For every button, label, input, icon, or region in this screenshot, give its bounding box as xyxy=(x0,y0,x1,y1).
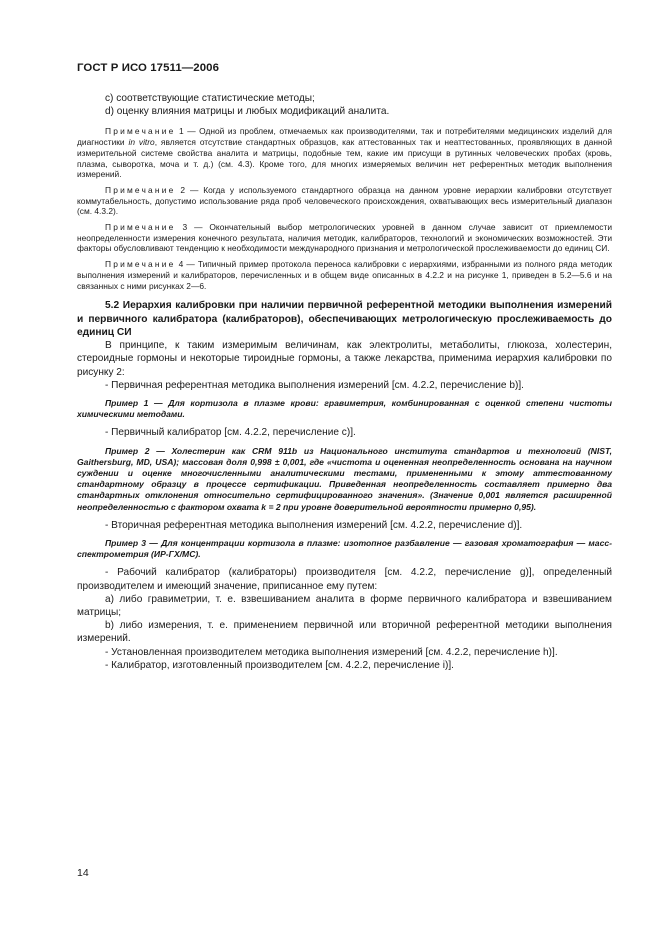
note-label: Примечание xyxy=(105,259,176,270)
note-italic-term: in vitro xyxy=(128,137,155,148)
page-header-title: ГОСТ Р ИСО 17511—2006 xyxy=(77,62,220,74)
page-number: 14 xyxy=(77,867,89,879)
dash-item-5: - Установленная производителем методика выполнения измерений [см. 4.2.2, перечисление h)]. xyxy=(105,646,558,658)
note-label: Примечание xyxy=(105,126,176,137)
dash-item-2: - Первичный калибратор [см. 4.2.2, перечисление c)]. xyxy=(105,427,356,439)
note-text: , является отсутствие стандартных образцов, как аттестованных так и неаттестованных, проявляющих в данной измерительной системе свойства аналита и матрицы, подобные тем, какие им присущи в рутинных человеческих пробах (кровь, плазма, сыворотка, моча и т. д.) (см. 4.3). Кроме того, для многих измеряемых величин нет референтных методик выполнения измерений. xyxy=(77,137,612,180)
note-text: 4 — Типичный пример протокола переноса калибровки с иерархиями, избранными из полного ряда методик выполнения измерений и калибраторов, перечисленных и в общем виде описанных в 4.2.2 и на рисунке 1, приведен в 5.2—5.6 и на связанных с ними рисунках 2—6. xyxy=(77,259,612,291)
note-1 xyxy=(77,126,612,180)
list-item-d: d) оценку влияния матрицы и любых модификаций аналита. xyxy=(105,106,390,118)
page-content xyxy=(77,92,612,672)
note-3 xyxy=(77,222,612,254)
example-1: Пример 1 — Для кортизола в плазме крови: гравиметрия, комбинированная с оценкой степени чистоты химическими методами. xyxy=(77,397,612,420)
list-item-c: c) соответствующие статистические методы; xyxy=(105,93,315,104)
note-4 xyxy=(77,259,612,291)
dash-item-4: - Рабочий калибратор (калибраторы) производителя [см. 4.2.2, перечисление g)], определенный производителем и имеющий значение, приписанное ему путем: xyxy=(77,567,612,592)
dash-item-3: - Вторичная референтная методика выполнения измерений [см. 4.2.2, перечисление d)]. xyxy=(105,519,523,531)
note-label: Примечание xyxy=(105,222,176,233)
example-2: Пример 2 — Холестерин как CRM 911b из Национального института стандартов и технологий (NIST, Gaithersburg, MD, USA); массовая доля 0,998 ± 0,001, где «чистота и оцененная неопределенность основана на научном суждении и оценке многочисленными аналитическими тестами, примененными к этому аттестованному стандартному образцу в процессе сертификации. Приведенная неопределенность составляет примерно два стандартных отклонения относительно сертифицированного значения». (Значение 0,001 является расширенной неопределенностью с фактором охвата k = 2 при уровне доверительной вероятности примерно 0,95). xyxy=(77,445,612,512)
note-text: 3 — Окончательный выбор метрологических уровней в данном случае зависит от приемлемости неопределенности измерения конечного результата, наличия методик, калибраторов, технологий и экономических возможностей. Эти факторы обусловливают тенденцию к необходимости международного признания и метрологической прослеживаемости до единиц СИ. xyxy=(77,222,612,254)
note-2 xyxy=(77,185,612,217)
note-label: Примечание xyxy=(105,184,176,195)
note-text: 1 — Одной из проблем, отмечаемых как производителями, так и потребителями медицинских изделий для диагностики xyxy=(77,126,612,148)
list-item-a: a) либо гравиметрии, т. е. взвешиванием аналита в форме первичного калибратора и взвешиванием матрицы; xyxy=(77,593,612,618)
section-heading: 5.2 Иерархия калибровки при наличии первичной референтной методики выполнения измерений и первичного калибратора (калибраторов), обеспечивающих метрологическую прослеживаемость до единиц СИ xyxy=(77,300,612,338)
example-3: Пример 3 — Для концентрации кортизола в плазме: изотопное разбавление — газовая хроматография — масс-спектрометрия (ИР-ГХ/МС). xyxy=(77,537,612,560)
note-text: 2 — Когда у используемого стандартного образца на данном уровне иерархии калибровки отсутствует коммутабельность, допустимо использование ряда проб человеческого происхождения, охватывающих весь измерительный диапазон (см. 4.3.2). xyxy=(77,184,612,217)
dash-item-1: - Первичная референтная методика выполнения измерений [см. 4.2.2, перечисление b)]. xyxy=(105,379,524,391)
dash-item-6: - Калибратор, изготовленный производителем [см. 4.2.2, перечисление i)]. xyxy=(105,659,454,671)
section-intro: В принципе, к таким измеримым величинам, как электролиты, метаболиты, глюкоза, холестерин, стероидные гормоны и некоторые тироидные гормоны, а также лекарства, применима иерархия калибровки по рисунку 2: xyxy=(77,340,612,378)
list-item-b: b) либо измерения, т. е. применением первичной или вторичной референтной методики выполнения измерений. xyxy=(77,620,612,645)
